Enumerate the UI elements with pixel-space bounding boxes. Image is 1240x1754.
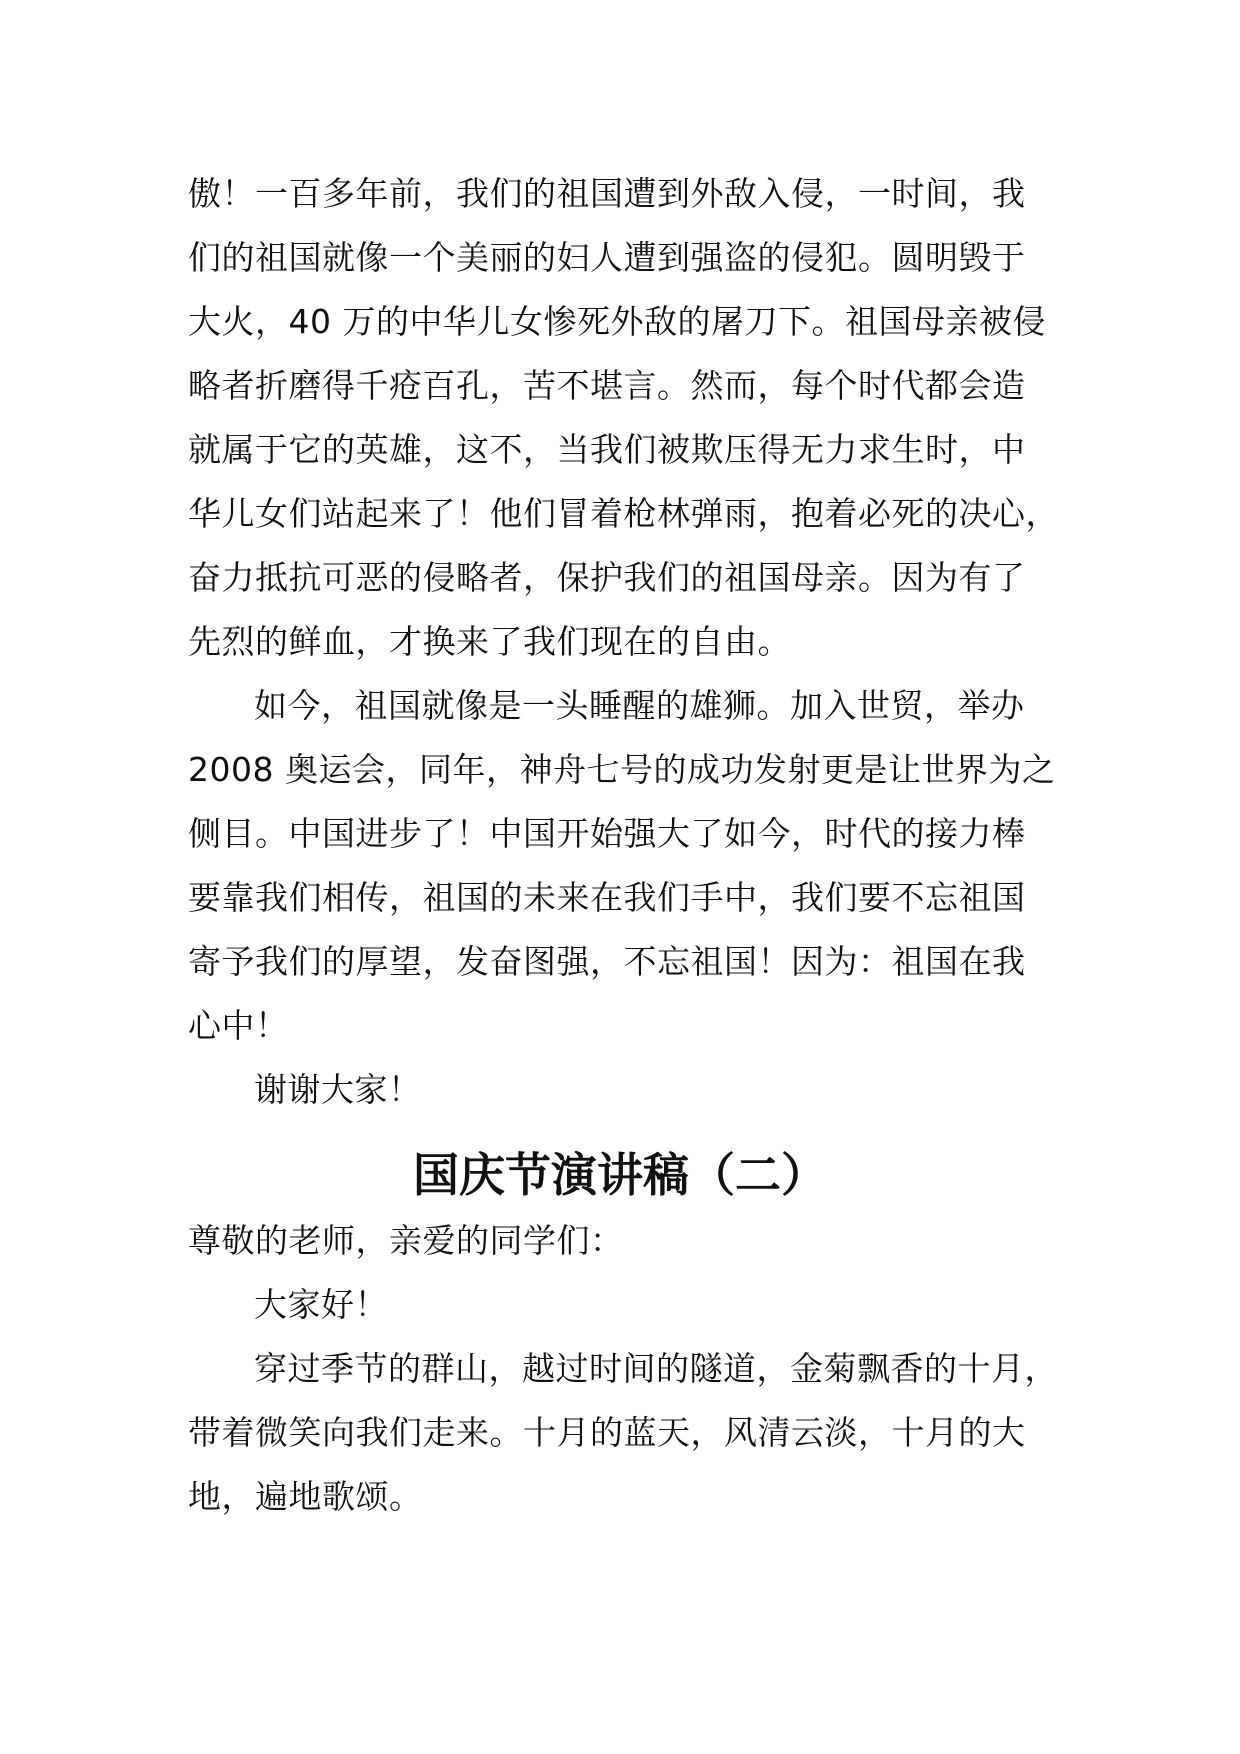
text-line: 寄予我们的厚望，发奋图强，不忘祖国！因为：祖国在我: [188, 942, 1026, 981]
text-line: 2008 奥运会，同年，神舟七号的成功发射更是让世界为之: [188, 750, 1056, 789]
text-line: 侧目。中国进步了！中国开始强大了如今，时代的接力棒: [188, 814, 1026, 853]
text-line: 略者折磨得千疮百孔，苦不堪言。然而，每个时代都会造: [188, 366, 1026, 405]
text-line: 傲！一百多年前，我们的祖国遭到外敌入侵，一时间，我: [188, 174, 1026, 213]
section-title: 国庆节演讲稿（二）: [413, 1148, 827, 1202]
paragraph-first-line: 如今，祖国就像是一头睡醒的雄狮。加入世贸，举办: [254, 686, 1025, 725]
text-line: 带着微笑向我们走来。十月的蓝天，风清云淡，十月的大: [188, 1413, 1026, 1452]
text-line: 奋力抵抗可恶的侵略者，保护我们的祖国母亲。因为有了: [188, 558, 1026, 597]
closing-line: 谢谢大家！: [254, 1070, 422, 1109]
text-line: 就属于它的英雄，这不，当我们被欺压得无力求生时，中: [188, 430, 1026, 469]
text-line: 们的祖国就像一个美丽的妇人遭到强盗的侵犯。圆明毁于: [188, 238, 1026, 277]
text-line: 心中！: [188, 1006, 289, 1045]
text-line: 要靠我们相传，祖国的未来在我们手中，我们要不忘祖国: [188, 878, 1026, 917]
text-line: 地，遍地歌颂。: [188, 1477, 423, 1516]
salutation-line: 尊敬的老师，亲爱的同学们：: [188, 1221, 624, 1260]
paragraph-first-line: 穿过季节的群山，越过时间的隧道，金菊飘香的十月，: [254, 1349, 1058, 1388]
text-line: 先烈的鲜血，才换来了我们现在的自由。: [188, 622, 791, 661]
text-line: 大火，40 万的中华儿女惨死外敌的屠刀下。祖国母亲被侵: [188, 302, 1046, 341]
greeting-line: 大家好！: [254, 1285, 388, 1324]
text-line: 华儿女们站起来了！他们冒着枪林弹雨，抱着必死的决心，: [188, 494, 1059, 533]
